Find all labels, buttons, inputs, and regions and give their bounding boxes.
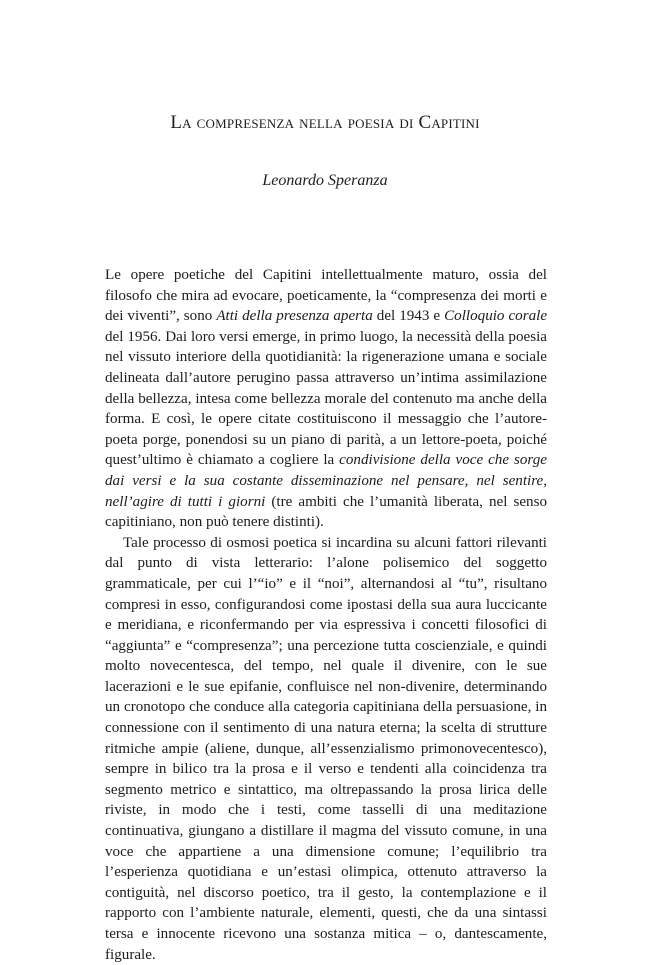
work-title-colloquio: Colloquio corale [444,308,548,325]
work-title-atti: Atti della presenza aperta [216,308,373,325]
paragraph-1-text-2: del 1943 e [372,308,445,325]
paragraph-1-text-1: Le opere poetiche del Capitini intellettualmente maturo, ossia del filosofo che mira ad evocare, poeticamente, la “compresenza dei morti e dei viventi”, sono [105,267,547,325]
paragraph-1-text-4: (tre ambiti che l’umanità liberata, nel senso capitiniano, non può tenere distinti). [105,493,547,531]
article-title: La compresenza nella poesia di Capitini [170,112,480,133]
paragraph-1 [105,265,547,533]
paragraph-1-italic-phrase: condivisione della voce che sorge dai versi e la sua costante disseminazione nel pensare, nel sentire, nell’agire di tutti i giorni [105,452,547,510]
paragraph-2: Tale processo di osmosi poetica si incardina su alcuni fattori rilevanti dal punto di vista letterario: l’alone polisemico del soggetto grammaticale, per cui l’“io” e il “noi”, alternandosi al “tu”, risultano compresi in esso, configurandosi come ipostasi della sua aura luccicante e meridiana, e riconfermando per via espressiva i concetti filosofici di “aggiunta” e “compresenza”; una percezione tutta coscienziale, e quindi molto novecentesca, del tempo, nel quale il divenire, con le sue lacerazioni e le sue epifanie, confluisce nel non-divenire, determinando un cronotopo che conduce alla categoria capitiniana della persuasione, in connessione con il sentimento di una natura eterna; la scelta di strutture ritmiche ampie (aliene, dunque, all’essenzialismo primonovecentesco), sempre in bilico tra la prosa e il verso e tendenti alla coincidenza tra segmento metrico e sintattico, ma oltrepassando la prosa lirica delle riviste, in modo che i testi, come tasselli di una meditazione continuativa, giungano a distillare il magma del vissuto comune, in una voce che appartiene a una dimensione comune; l’equilibrio tra l’esperienza quotidiana e un’estasi olimpica, ottenuto attraverso la contiguità, nel discorso poetico, tra il gesto, la contemplazione e il rapporto con l’ambiente naturale, elementi, questi, che da una sintassi tersa e innocente ricevono una sostanza mitica – o, dantescamente, figurale. [105,534,547,963]
article-body [105,265,547,965]
paragraph-1-text-3: del 1956. Dai loro versi emerge, in primo luogo, la necessità della poesia nel vissuto interiore della quotidianità: la rigenerazione umana e sociale delineata dall’autore perugino passa attraverso un’intima assimilazione della bellezza, intesa come bellezza morale del contenuto ma anche della forma. E così, le opere citate costituiscono il messaggio che l’autore-poeta porge, ponendosi su un piano di parità, a un lettore-poeta, poiché quest’ultimo è chiamato a cogliere la [105,328,547,469]
author-name: Leonardo Speranza [262,172,388,189]
